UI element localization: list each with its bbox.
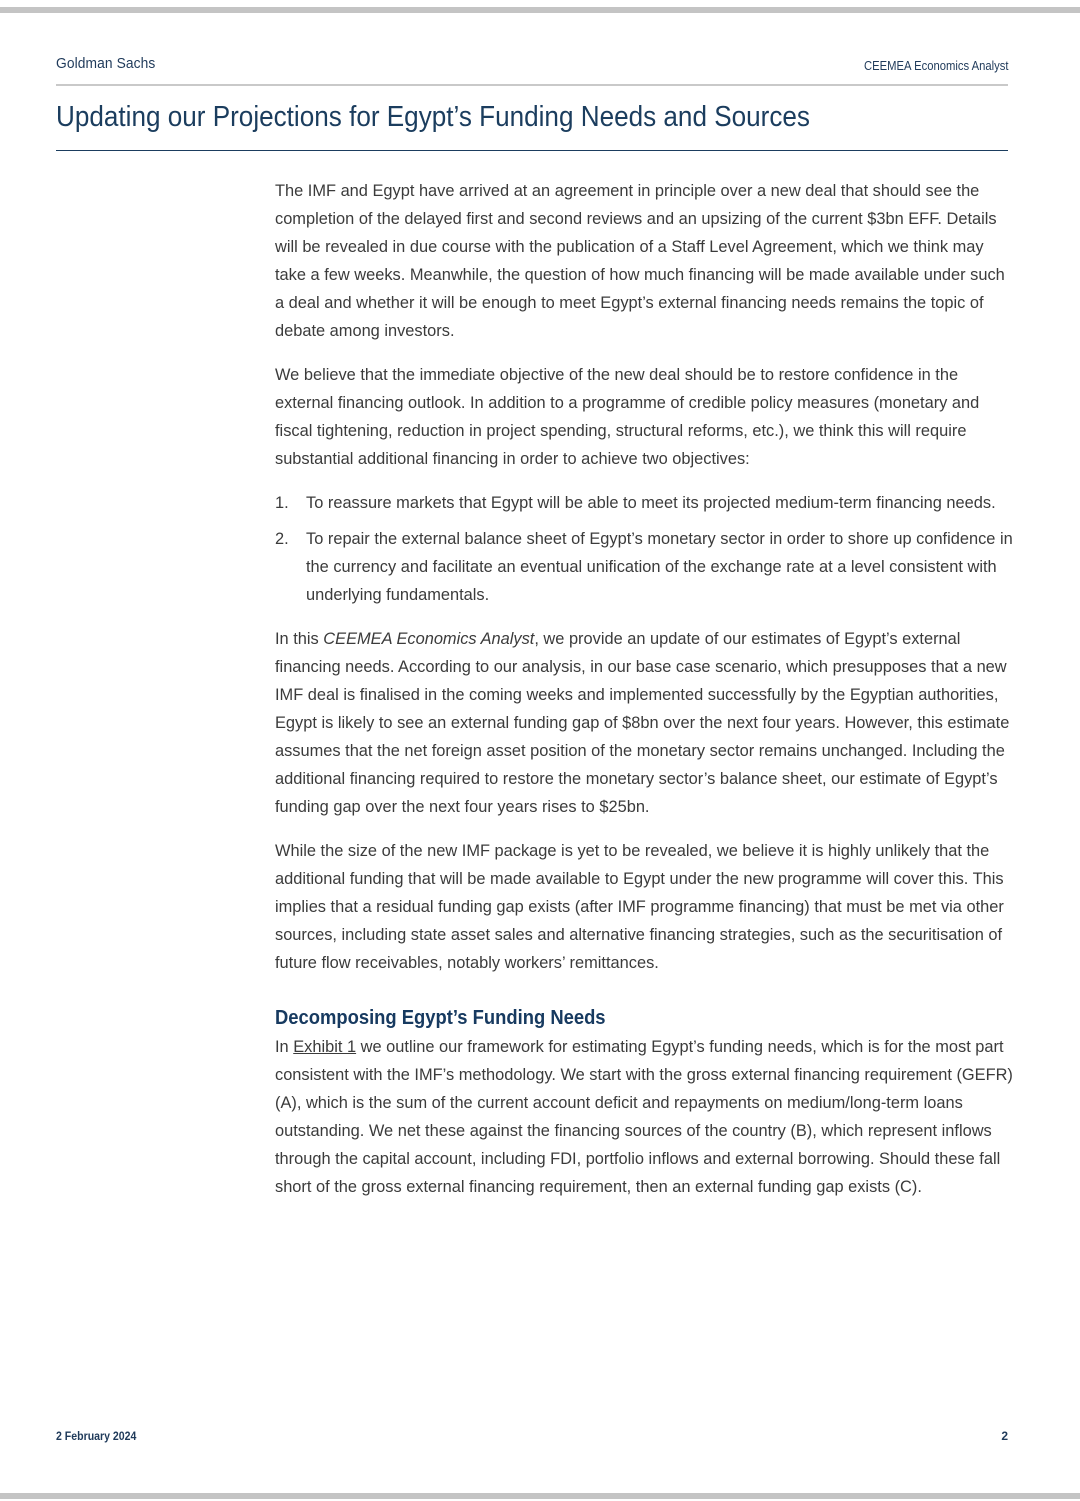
paragraph-residual-gap: While the size of the new IMF package is yet to be revealed, we believe it is highly unlikely that the additional funding that will be made available to Egypt under the new programme will cover this. This implies that a residual funding gap exists (after IMF programme financing) that must be met via other sources, including state asset sales and alternative financing strategies, such as the securitisation of future flow receivables, notably workers’ remittances. [275, 842, 1004, 972]
footer-date: 2 February 2024 [56, 1429, 137, 1443]
bottom-border [0, 1493, 1080, 1499]
list-text: To repair the external balance sheet of Egypt’s monetary sector in order to shore up confidence in the currency and facilitate an eventual unification of the exchange rate at a level consistent with underlying fundamentals. [306, 530, 1013, 604]
exhibit-1-link[interactable]: Exhibit 1 [293, 1038, 357, 1056]
list-number: 1. [275, 494, 289, 512]
section-heading: Decomposing Egypt’s Funding Needs [275, 1007, 606, 1029]
top-border [0, 7, 1080, 13]
text-span: we outline our framework for estimating Egypt’s funding needs, which is for the most part consistent with the IMF’s methodology. We start with the gross external financing requirement (GEFR) (A), which is the sum of the current account deficit and repayments on medium/long-term loans outstanding. We net these against the financing sources of the country (B), which represent inflows through the capital account, including FDI, portfolio inflows and external borrowing. Should these fall short of the gross external financing requirement, then an external funding gap exists (C). [275, 1038, 1013, 1196]
paragraph-estimates [275, 625, 1015, 821]
text-span: , we provide an update of our estimates of Egypt’s external financing needs. According to our analysis, in our base case scenario, which presupposes that a new IMF deal is finalised in the coming weeks and implemented successfully by the Egyptian authorities, Egypt is likely to see an external funding gap of $8bn over the next four years. However, this estimate assumes that the net foreign asset position of the monetary sector remains unchanged. Including the additional financing required to restore the monetary sector’s balance sheet, our estimate of Egypt’s funding gap over the next four years rises to $25bn. [275, 630, 1010, 816]
paragraph-objective: We believe that the immediate objective of the new deal should be to restore confidence in the external financing outlook. In addition to a programme of credible policy measures (monetary and fiscal tightening, reduction in project spending, structural reforms, etc.), we think this will require substantial additional financing in order to achieve two objectives: [275, 366, 980, 468]
title-divider [56, 150, 1008, 151]
list-text: To reassure markets that Egypt will be able to meet its projected medium-term financing needs. [306, 494, 996, 512]
paragraph-framework [275, 1033, 1015, 1201]
publication-italic: CEEMEA Economics Analyst [323, 630, 535, 648]
article-body [275, 177, 1015, 1217]
text-span: In [275, 1038, 294, 1056]
objectives-list [275, 489, 1015, 609]
brand-name: Goldman Sachs [56, 55, 156, 72]
page-number: 2 [1001, 1429, 1008, 1443]
publication-name: CEEMEA Economics Analyst [863, 59, 1008, 73]
list-item [275, 489, 1015, 517]
list-item [275, 525, 1015, 609]
page-title: Updating our Projections for Egypt’s Funding Needs and Sources [56, 101, 810, 133]
list-number: 2. [275, 530, 289, 548]
paragraph-intro: The IMF and Egypt have arrived at an agreement in principle over a new deal that should see the completion of the delayed first and second reviews and an upsizing of the current $3bn EFF. Details will be revealed in due course with the publication of a Staff Level Agreement, which we think may take a few weeks. Meanwhile, the question of how much financing will be made available under such a deal and whether it will be enough to meet Egypt’s external financing needs remains the topic of debate among investors. [275, 182, 1005, 340]
header-divider [56, 84, 1008, 86]
text-span: In this [275, 630, 324, 648]
